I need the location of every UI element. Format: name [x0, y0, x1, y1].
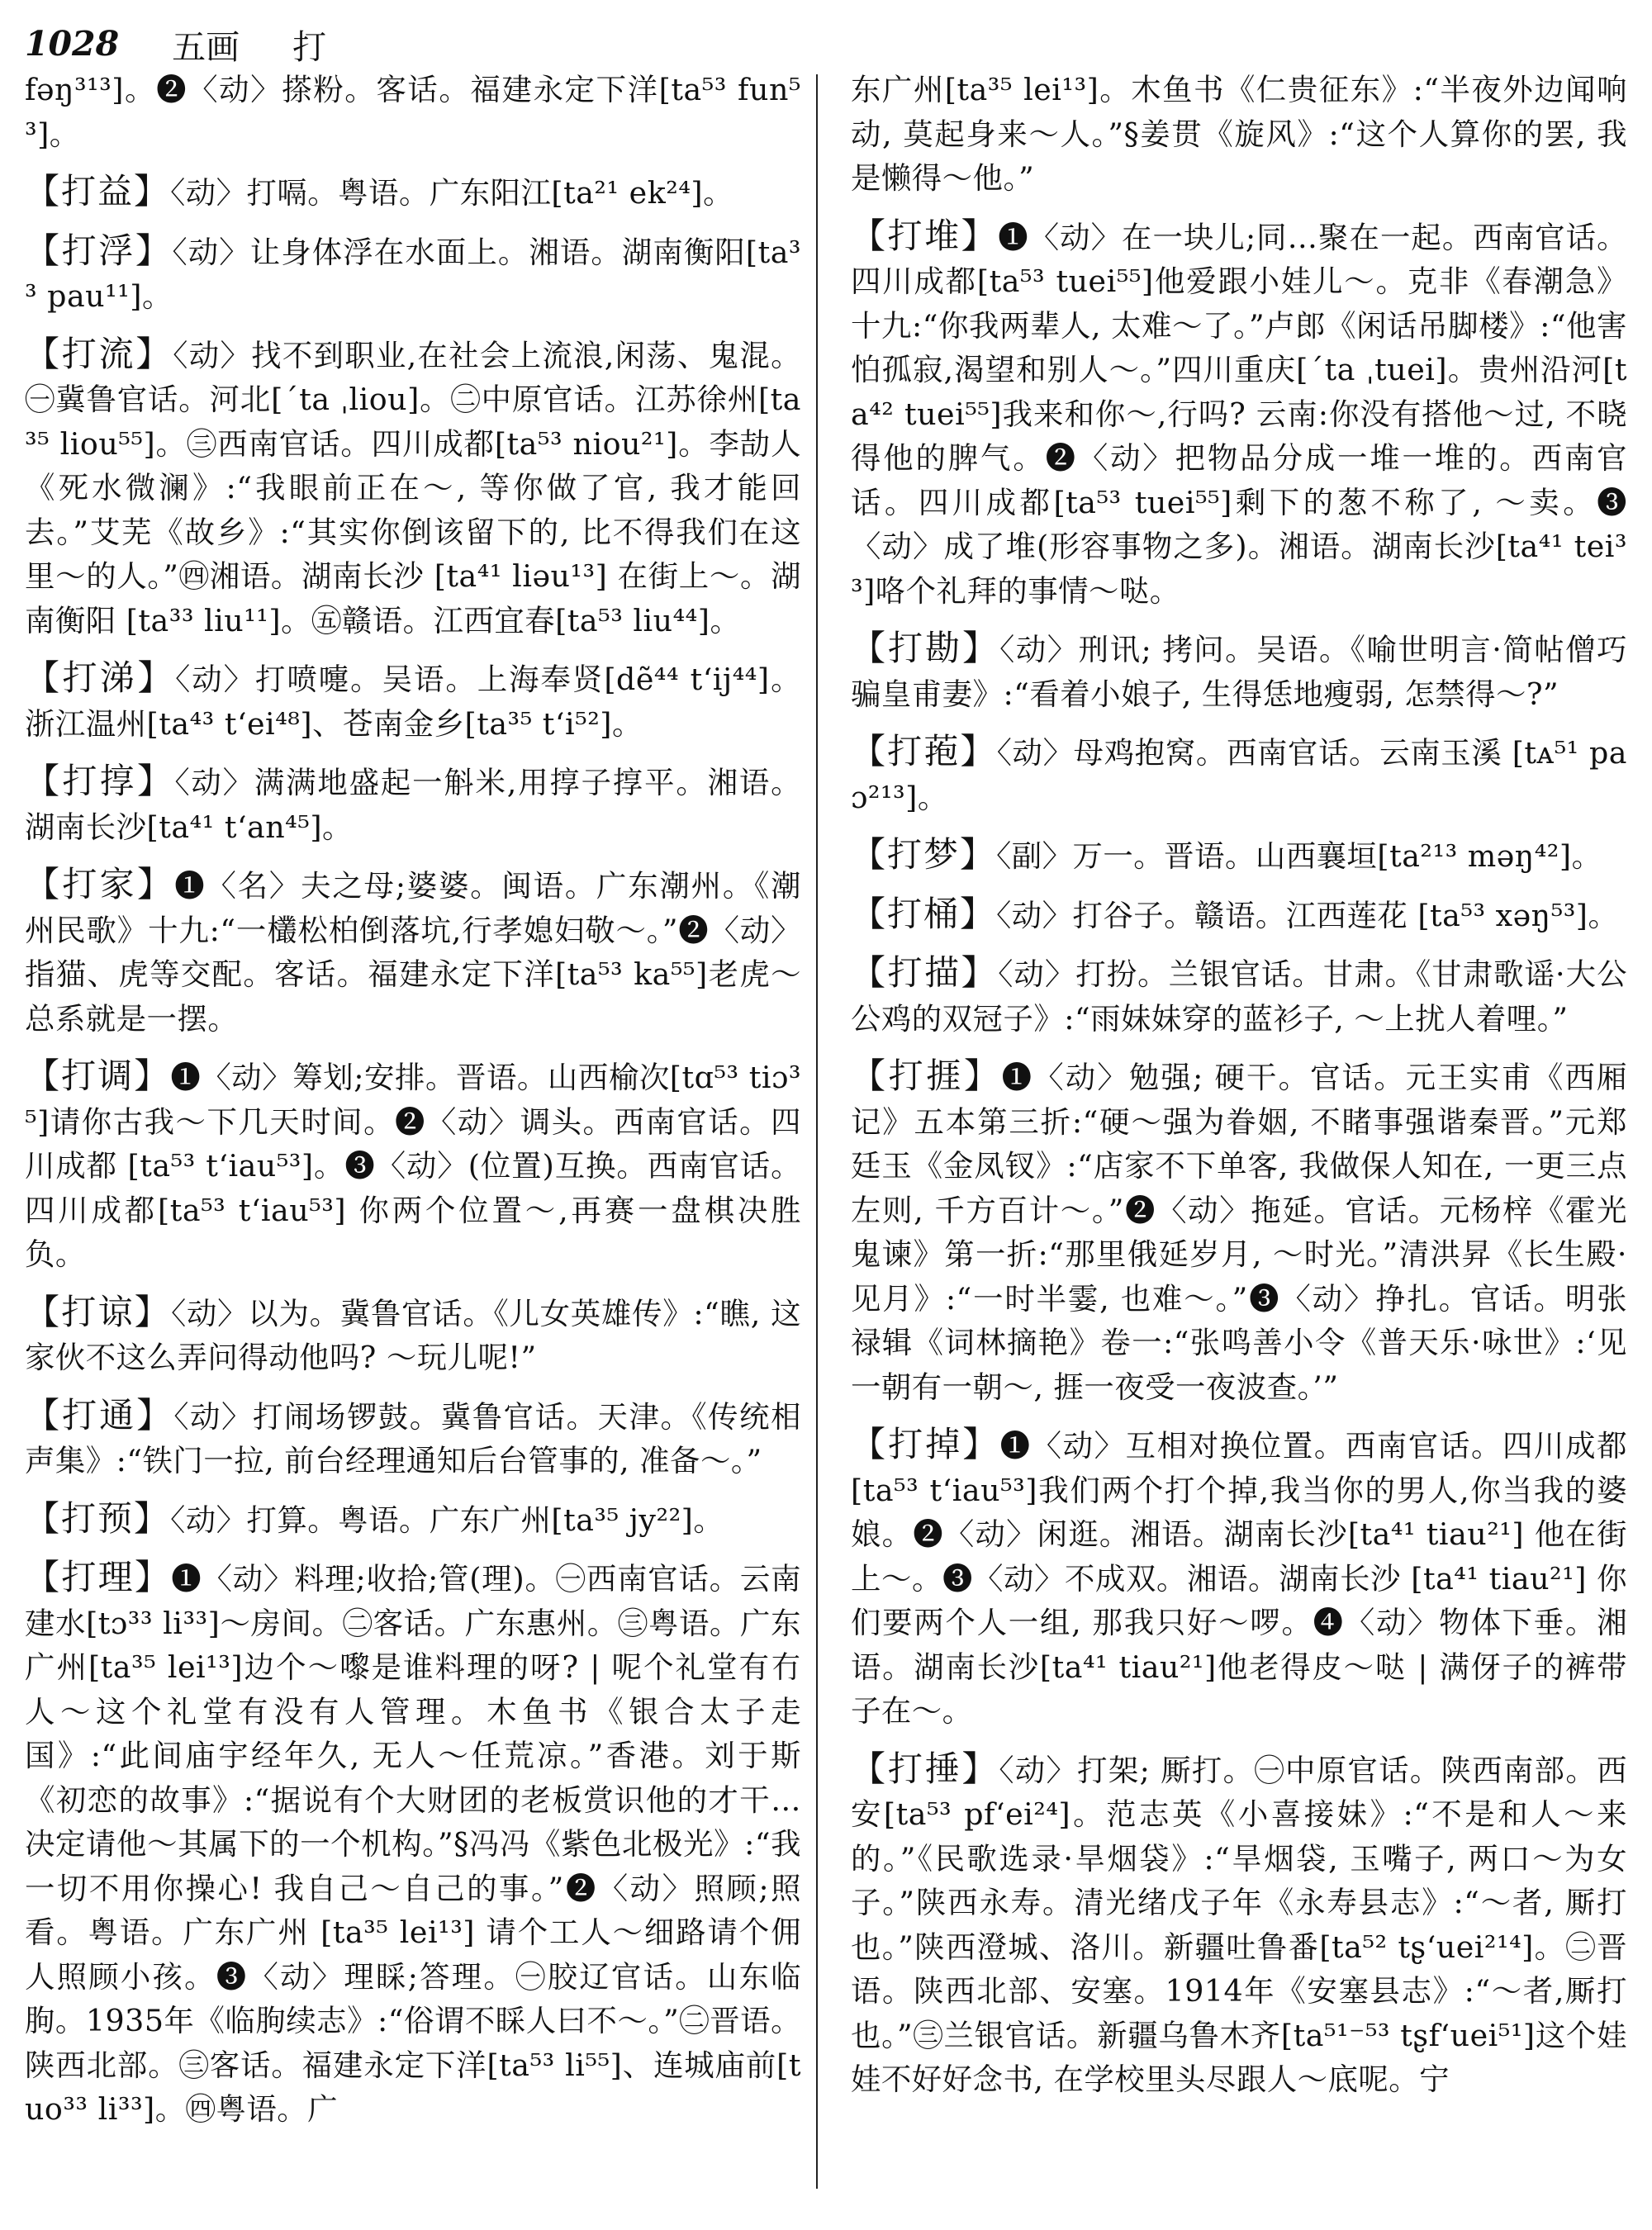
entry-text: fəŋ³¹³]。❷〈动〉搽粉。客话。福建永定下洋[ta⁵³ fun⁵³]。	[25, 72, 801, 152]
dictionary-entry	[25, 1290, 801, 1380]
entry-headword: 【打涕】	[25, 657, 176, 698]
entry-text: 〈动〉打扮。兰银官话。甘肃。《甘肃歌谣·大公公鸡的双冠子》:“雨妹妹穿的蓝衫子, ～上扰人着哩。”	[851, 956, 1627, 1037]
page-number: 1028	[25, 24, 120, 64]
entry-headword: 【打捶】	[851, 1748, 999, 1789]
entry-headword: 【打勘】	[851, 628, 1000, 668]
entry-headword: 【打流】	[25, 333, 173, 374]
entry-text: 〈动〉打嗝。粤语。广东阳江[ta²¹ ek²⁴]。	[170, 175, 734, 211]
dictionary-entry	[851, 892, 1627, 938]
entry-text: 〈动〉打谷子。赣语。江西莲花 [ta⁵³ xəŋ⁵³]。	[996, 897, 1619, 933]
dictionary-entry	[851, 1054, 1627, 1409]
entry-text: 〈动〉母鸡抱窝。西南官话。云南玉溪 [tᴀ⁵¹ paɔ²¹³]。	[851, 735, 1627, 815]
entry-headword: 【打家】	[25, 864, 175, 904]
entry-headword: 【打掉】	[851, 1424, 1000, 1464]
dictionary-entry	[25, 332, 801, 643]
entry-text: 〈动〉刑讯; 拷问。吴语。《喻世明言·简帖僧巧骗皇甫妻》:“看着小娘子, 生得恁地瘦弱, 怎禁得～?”	[851, 632, 1627, 712]
dictionary-entry	[25, 1054, 801, 1277]
dictionary-entry	[851, 626, 1627, 716]
column-divider	[816, 74, 818, 2189]
entry-headword: 【打调】	[25, 1056, 171, 1096]
entry-headword: 【打捱】	[851, 1056, 1002, 1096]
entry-headword: 【打菢】	[851, 731, 997, 771]
entry-text: 〈动〉打架; 厮打。㊀中原官话。陕西南部。西安[ta⁵³ pfʻei²⁴]。范志英《小喜接妹》:“不是和人～来的。”《民歌选录·旱烟袋》:“旱烟袋, 玉嘴子, 两口～为女子。”陕西永寿。清光绪戊子年《永寿县志》:“～者, 厮打也。”陕西澄城、洛川。新疆吐鲁番[ta⁵² tʂʻuei²¹⁴]。㊁晋语。陕西北部、安塞。1914年《安塞县志》:“～者,厮打也。”㊂兰银官话。新疆乌鲁木齐[ta⁵¹⁻⁵³ tʂfʻuei⁵¹]这个娃娃不好好念书, 在学校里头尽跟人～底呢。宁	[851, 1752, 1627, 2097]
entry-text: ❶〈动〉料理;收拾;管(理)。㊀西南官话。云南建水[tɔ³³ li³³]～房间。㊁客话。广东惠州。㊂粤语。广东广州[ta³⁵ lei¹³]边个～嚟是谁料理的呀? | 呢个礼堂有冇人～这个礼堂有没有人管理。木鱼书《银合太子走国》:“此间庙宇经年久, 无人～任荒凉。”香港。刘于斯《初恋的故事》:“据说有个大财团的老板赏识他的才干…决定请他～其属下的一个机构。”§冯冯《紫色北极光》:“我一切不用你操心! 我自己～自己的事。”❷〈动〉照顾;照看。粤语。广东广州 [ta³⁵ lei¹³] 请个工人～细路请个佣人照顾小孩。❸〈动〉理睬;答理。㊀胶辽官话。山东临朐。1935年《临朐续志》:“俗谓不睬人曰不～。”㊁晋语。陕西北部。㊂客话。福建永定下洋[ta⁵³ li⁵⁵]、连城庙前[tuo³³ li³³]。㊃粤语。广	[25, 1561, 801, 2127]
entry-text: ❶〈名〉夫之母;婆婆。闽语。广东潮州。《潮州民歌》十九:“一欉松柏倒落坑,行孝媳妇敬～。”❷〈动〉指猫、虎等交配。客话。福建永定下洋[ta⁵³ ka⁵⁵]老虎～总系就是一摆。	[25, 868, 801, 1037]
dictionary-entry	[25, 656, 801, 746]
dictionary-entry	[851, 1747, 1627, 2102]
entry-headword: 【打浮】	[25, 230, 173, 271]
dictionary-entry	[25, 862, 801, 1041]
entry-headword: 【打通】	[25, 1394, 174, 1435]
left-column	[25, 68, 801, 2132]
dictionary-entry	[25, 229, 801, 319]
entry-text: 〈动〉以为。冀鲁官话。《儿女英雄传》:“瞧, 这家伙不这么弄问得动他吗? ～玩儿呢!”	[25, 1295, 801, 1375]
entry-text: 〈动〉打算。粤语。广东广州[ta³⁵ jy²²]。	[170, 1502, 724, 1538]
entry-continuation	[25, 68, 801, 156]
entry-headword: 【打描】	[851, 952, 999, 993]
dictionary-entry	[25, 1555, 801, 2132]
entry-text: 〈副〉万一。晋语。山西襄垣[ta²¹³ məŋ⁴²]。	[996, 838, 1602, 874]
page-header	[25, 18, 1627, 69]
dictionary-entry	[851, 214, 1627, 614]
entry-headword: 【打梦】	[851, 834, 997, 875]
entry-text: ❶〈动〉在一块儿;同…聚在一起。西南官话。四川成都[ta⁵³ tuei⁵⁵]他爱跟小娃儿～。克非《春潮急》十九:“你我两辈人, 太难～了。”卢郎《闲话吊脚楼》:“他害怕孤寂,渴望和别人～。”四川重庆[ˊta ˌtuei]。贵州沿河[ta⁴² tuei⁵⁵]我来和你～,行吗? 云南:你没有搭他～过, 不晓得他的脾气。❷〈动〉把物品分成一堆一堆的。西南官话。四川成都[ta⁵³ tuei⁵⁵]剩下的葱不称了, ～卖。❸〈动〉成了堆(形容事物之多)。湘语。湖南长沙[ta⁴¹ tei³³]咯个礼拜的事情～哒。	[851, 219, 1627, 609]
section-label: 五画	[172, 26, 240, 67]
entry-text: 〈动〉找不到职业,在社会上流浪,闲荡、鬼混。㊀冀鲁官话。河北[ˊta ˌliou]。㊁中原官话。江苏徐州[ta³⁵ liou⁵⁵]。㊂西南官话。四川成都[ta⁵³ niou²¹]。李劼人《死水微澜》:“我眼前正在～, 等你做了官, 我才能回去。”艾芜《故乡》:“其实你倒该留下的, 比不得我们在这里～的人。”㊃湘语。湖南长沙 [ta⁴¹ liəu¹³] 在街上～。湖南衡阳 [ta³³ liu¹¹]。㊄赣语。江西宜春[ta⁵³ liu⁴⁴]。	[25, 337, 801, 638]
right-column	[851, 68, 1627, 2102]
entry-text: 〈动〉打喷嚏。吴语。上海奉贤[dẽ⁴⁴ tʻij⁴⁴]。浙江温州[ta⁴³ tʻei⁴⁸]、苍南金乡[ta³⁵ tʻi⁵²]。	[25, 662, 801, 742]
entry-headword: 【打桶】	[851, 893, 997, 934]
entry-headword: 【打谅】	[25, 1291, 172, 1332]
entry-headword: 【打理】	[25, 1557, 172, 1597]
dictionary-entry	[851, 1422, 1627, 1734]
dictionary-entry	[25, 759, 801, 849]
dictionary-entry	[851, 833, 1627, 879]
dictionary-entry	[851, 729, 1627, 819]
entry-headword: 【打预】	[25, 1497, 171, 1539]
entry-continuation	[851, 68, 1627, 201]
entry-text: 〈动〉打闹场锣鼓。冀鲁官话。天津。《传统相声集》:“铁门一拉, 前台经理通知后台管事的, 准备～。”	[25, 1398, 801, 1478]
entry-text: ❶〈动〉筹划;安排。晋语。山西榆次[tɑ⁵³ tiɔ³⁵]请你古我～下几天时间。❷〈动〉调头。西南官话。四川成都 [ta⁵³ tʻiau⁵³]。❸〈动〉(位置)互换。西南官话。四川成都[ta⁵³ tʻiau⁵³] 你两个位置～,再赛一盘棋决胜负。	[25, 1060, 801, 1272]
dictionary-entry	[851, 951, 1627, 1041]
entry-text: ❶〈动〉勉强; 硬干。官话。元王实甫《西厢记》五本第三折:“硬～强为眷姻, 不睹事强谐秦晋。”元郑廷玉《金凤钗》:“店家不下单客, 我做保人知在, 一更三点左则, 千方百计～。”❷〈动〉拖延。官话。元杨梓《霍光鬼谏》第一折:“那里俄延岁月, ～时光。”清洪昇《长生殿·见月》:“一时半霎, 也难～。”❸〈动〉挣扎。官话。明张禄辑《词林摘艳》卷一:“张鸣善小令《普天乐·咏世》:‘见一朝有一朝～, 捱一夜受一夜波查。’”	[851, 1060, 1627, 1405]
entry-headword: 【打㨃】	[25, 761, 175, 801]
dictionary-entry	[25, 169, 801, 216]
entry-text: 〈动〉让身体浮在水面上。湘语。湖南衡阳[ta³³ pau¹¹]。	[25, 234, 801, 314]
entry-headword: 【打益】	[25, 171, 171, 211]
entry-text: ❶〈动〉互相对换位置。西南官话。四川成都[ta⁵³ tʻiau⁵³]我们两个打个掉,我当你的男人,你当我的婆娘。❷〈动〉闲逛。湘语。湖南长沙[ta⁴¹ tiau²¹] 他在街上～。❸〈动〉不成双。湘语。湖南长沙 [ta⁴¹ tiau²¹] 你们要两个人一组, 那我只好～啰。❹〈动〉物体下垂。湘语。湖南长沙[ta⁴¹ tiau²¹]他老得皮～哒 | 满伢子的裤带子在～。	[851, 1428, 1627, 1729]
entry-text: 东广州[ta³⁵ lei¹³]。木鱼书《仁贵征东》:“半夜外边闻响动, 莫起身来～人。”§姜贯《旋风》:“这个人算你的罢, 我是懒得～他。”	[851, 72, 1627, 196]
dictionary-entry	[25, 1497, 801, 1543]
entry-headword: 【打堆】	[851, 215, 999, 256]
entry-text: 〈动〉满满地盛起一斛米,用㨃子㨃平。湘语。湖南长沙[ta⁴¹ tʻan⁴⁵]。	[25, 765, 801, 845]
dictionary-entry	[25, 1393, 801, 1483]
header-character: 打	[292, 26, 327, 67]
